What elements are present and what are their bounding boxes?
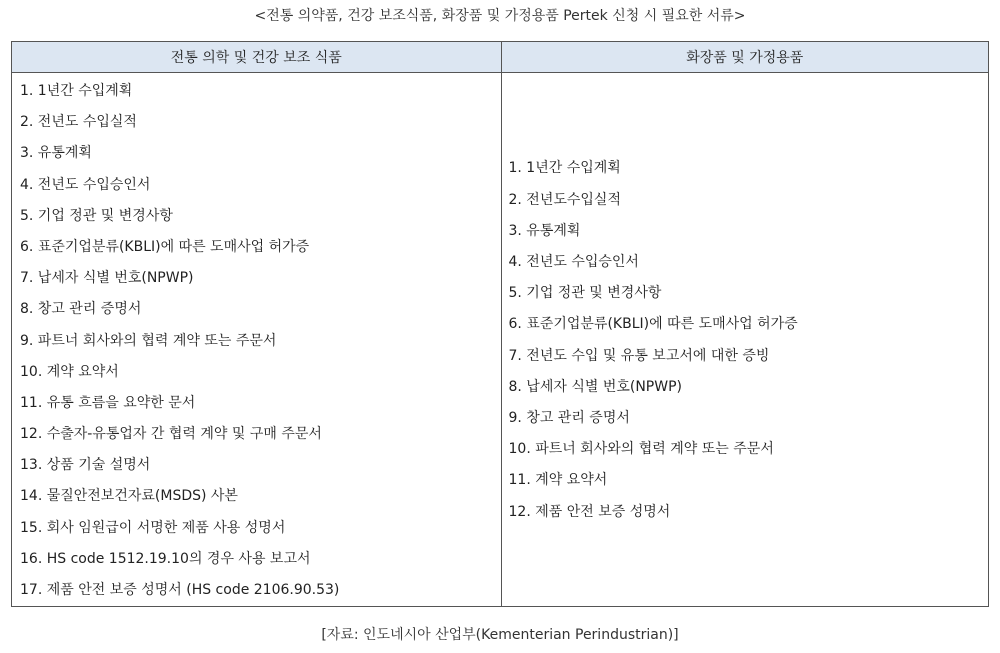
list-item: 4. 전년도 수입승인서	[508, 254, 639, 271]
cosmetics-household-list	[502, 151, 989, 527]
list-item: 1. 1년간 수입계획	[20, 83, 133, 99]
cosmetics-household-cell	[501, 73, 989, 607]
list-item: 6. 표준기업분류(KBLI)에 따른 도매사업 허가증	[20, 238, 310, 255]
list-item: 14. 물질안전보건자료(MSDS) 사본	[20, 488, 238, 505]
list-item: 7. 전년도 수입 및 유통 보고서에 대한 증빙	[508, 347, 770, 364]
list-item: 8. 창고 관리 증명서	[20, 301, 142, 318]
traditional-medicine-list	[12, 73, 501, 606]
table-body-row	[12, 73, 989, 607]
list-item: 6. 표준기업분류(KBLI)에 따른 도매사업 허가증	[508, 316, 798, 333]
list-item: 9. 창고 관리 증명서	[508, 409, 630, 426]
list-item: 10. 계약 요약서	[20, 363, 119, 380]
list-item: 7. 납세자 식별 번호(NPWP)	[20, 270, 194, 287]
source-note: [자료: 인도네시아 산업부(Kementerian Perindustrian)]	[321, 627, 679, 643]
list-item: 17. 제품 안전 보증 성명서 (HS code 2106.90.53)	[20, 582, 340, 598]
header-traditional-medicine: 전통 의학 및 건강 보조 식품	[12, 42, 502, 73]
list-item: 2. 전년도 수입실적	[20, 114, 137, 131]
list-item: 16. HS code 1512.19.10의 경우 사용 보고서	[20, 550, 311, 567]
list-item: 3. 유통계획	[508, 222, 581, 239]
list-item: 1. 1년간 수입계획	[508, 160, 621, 177]
list-item: 9. 파트너 회사와의 협력 계약 또는 주문서	[20, 332, 277, 349]
list-item: 10. 파트너 회사와의 협력 계약 또는 주문서	[508, 441, 774, 458]
list-item: 11. 계약 요약서	[508, 472, 608, 489]
list-item: 12. 제품 안전 보증 성명서	[508, 503, 671, 520]
table-header-row	[12, 42, 989, 73]
list-item: 4. 전년도 수입승인서	[20, 176, 151, 193]
list-item: 8. 납세자 식별 번호(NPWP)	[508, 378, 682, 395]
list-item: 2. 전년도수입실적	[508, 191, 621, 208]
list-item: 5. 기업 정관 및 변경사항	[508, 285, 662, 302]
list-item: 15. 회사 임원급이 서명한 제품 사용 성명서	[20, 519, 286, 536]
traditional-medicine-cell	[12, 73, 502, 607]
list-item: 3. 유통계획	[20, 145, 92, 162]
list-item: 13. 상품 기술 설명서	[20, 457, 151, 474]
list-item: 11. 유통 흐름을 요약한 문서	[20, 394, 196, 411]
table-caption: <전통 의약품, 건강 보조식품, 화장품 및 가정용품 Pertek 신청 시 필요한 서류>	[254, 8, 746, 24]
header-cosmetics-household: 화장품 및 가정용품	[501, 42, 989, 73]
list-item: 5. 기업 정관 및 변경사항	[20, 207, 173, 224]
list-item: 12. 수출자-유통업자 간 협력 계약 및 구매 주문서	[20, 426, 322, 443]
documents-table	[11, 41, 989, 607]
